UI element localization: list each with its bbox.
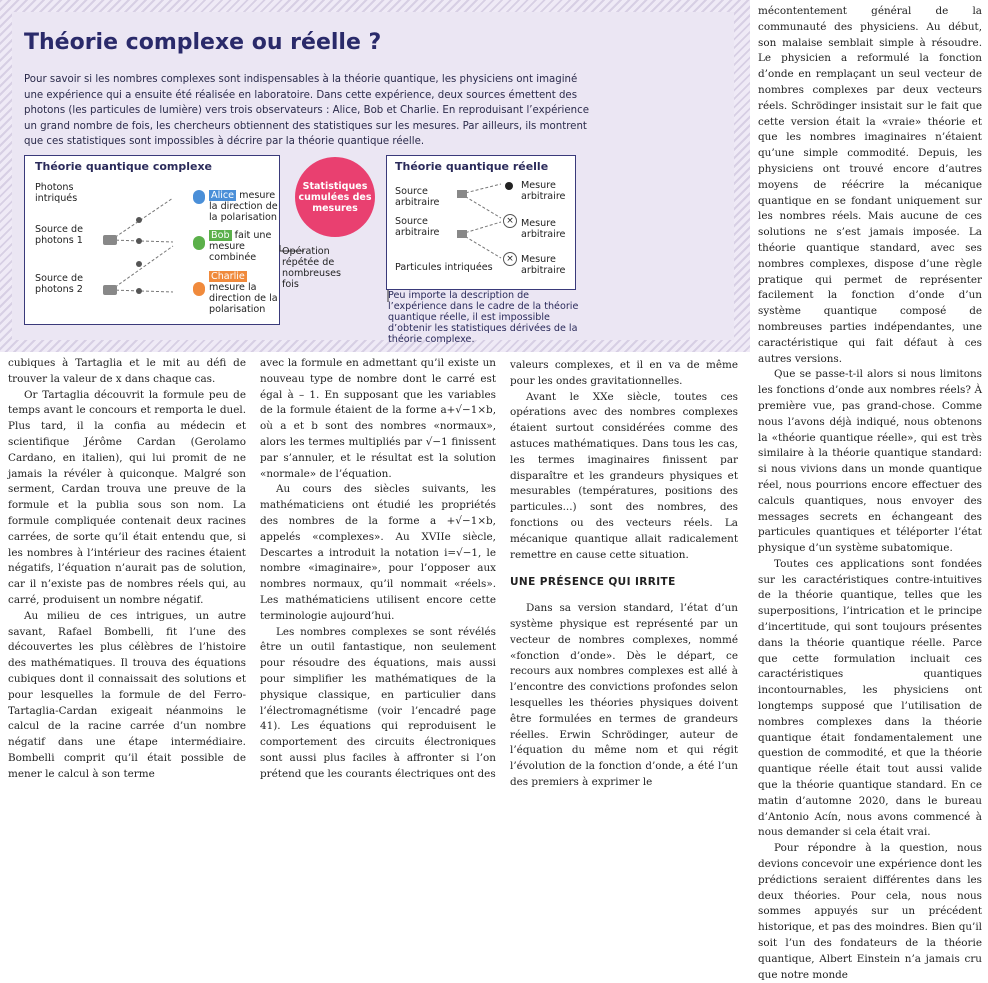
complex-theory-title: Théorie quantique complexe bbox=[35, 160, 213, 173]
paragraph: Au cours des siècles suivants, les mathématiciens ont étudié les propriétés des nombres de la forme a +√−1×b, appelés «complexes». Au XVIIe siècle, Descartes a introduit la notation i=√−1, le nombre «imaginaire», pour l’opposer aux nombres normaux, qu’il nommait «réels». Les mathématiciens utilisent encore cette terminologie aujourd’hui. bbox=[260, 483, 496, 622]
alice-label bbox=[209, 190, 279, 223]
paragraph: Au milieu de ces intrigues, un autre savant, Rafael Bombelli, fit l’une des découvertes les plus célèbres de l’histoire des mathématiques. Il trouva des équations cubiques dont il connaissait des solutions et pour lesquelles la formule de del Ferro-Tartaglia-Cardan exigeait néanmoins le calcul de la racine carrée d’un nombre négatif dans une étape intermédiaire. Bombelli comprit qu’il était possible de mener le calcul à son terme bbox=[8, 609, 246, 780]
measure-3-label: Mesure arbitraire bbox=[521, 254, 566, 276]
photons-label: Photons intriqués bbox=[35, 182, 78, 204]
bob-avatar-icon bbox=[193, 236, 205, 250]
real-theory-diagram bbox=[457, 178, 507, 268]
measure-cross-icon: × bbox=[503, 214, 517, 228]
real-theory-panel bbox=[386, 155, 576, 290]
box-title: Théorie complexe ou réelle ? bbox=[24, 30, 382, 55]
box-intro-text: Pour savoir si les nombres complexes sont indispensables à la théorie quantique, les physiciens ont imaginé une expérience qui a ensuite été réalisée en laboratoire. Dans cette expérience, deux sources émettent des photons (les particules de lumière) vers trois observateurs : Alice, Bob et Charlie. En reproduisant l’expérience un grand nombre de fois, les chercheurs obtiennent des statistiques sur les mesures. Par ailleurs, ils montrent que ces statistiques sont impossibles à décrire par la théorie quantique réelle. bbox=[24, 74, 589, 147]
source-b-label: Source arbitraire bbox=[395, 216, 440, 238]
source-a-label: Source arbitraire bbox=[395, 186, 440, 208]
charlie-avatar-icon bbox=[193, 282, 205, 296]
measure-1-label: Mesure arbitraire bbox=[521, 180, 566, 202]
text-column-2 bbox=[260, 356, 496, 783]
source1-label: Source de photons 1 bbox=[35, 224, 83, 246]
text-column-1 bbox=[8, 356, 246, 783]
statistics-label: Statistiques cumulées des mesures bbox=[298, 180, 372, 214]
figure-caption: Peu importe la description de l’expérience dans le cadre de la théorie quantique réelle, il est impossible d’obtenir les statistiques dérivées de la théorie complexe. bbox=[388, 290, 579, 345]
paragraph: valeurs complexes, et il en va de même pour les ondes gravitationnelles. bbox=[510, 359, 738, 387]
statistics-bubble bbox=[295, 157, 375, 237]
measure-dot-icon bbox=[505, 182, 513, 190]
bob-label bbox=[209, 230, 279, 263]
paragraph: avec la formule en admettant qu’il existe un nouveau type de nombre dont le carré est égal à – 1. En supposant que les variables de la formule étaient de la forme a+√−1×b, où a et b sont des nombres «normaux», alors les termes multipliés par √−1 finissent par s’annuler, et le résultat est la solution «normale» de l’équation. bbox=[260, 357, 496, 480]
photon-paths-diagram bbox=[103, 184, 199, 316]
paragraph: mécontentement général de la communauté des physiciens. Au début, son malaise semblait simple à résoudre. Le physicien a reformulé la fonction d’onde en remplaçant un seul vecteur de nombres complexes par deux vecteurs réels. Schrödinger insistait sur le fait que cette version était la «vraie» théorie et que les nombres imaginaires n’étaient qu’une simple commodité. Depuis, les physiciens ont trouvé encore d’autres moyens de réécrire la mécanique quantique en se fondant uniquement sur les nombres réels. Mais aucune de ces solutions ne s’est jamais imposée. La théorie quantique standard, avec ses nombres complexes, dispose d’une règle pratique qui permet de représenter facilement la fonction d’onde d’un système quantique composé de nombreuses parties indépendantes, une caractéristique qui fait défaut à ces autres versions. bbox=[758, 5, 982, 365]
charlie-label bbox=[209, 271, 279, 315]
complex-theory-panel bbox=[24, 155, 280, 325]
particles-label: Particules intriquées bbox=[395, 262, 493, 273]
paragraph: Les nombres complexes se sont révélés être un outil fantastique, non seulement pour résoudre des équations, mais aussi pour simplifier les mathématiques de la physique classique, en particulier dans l’électromagnétisme (voir l’encadré page 41). Les équations qui reproduisent le comportement des circuits électroniques sont aussi plus faciles à affronter si l’on prétend que les courants électriques ont des bbox=[260, 625, 496, 780]
real-theory-title: Théorie quantique réelle bbox=[395, 160, 549, 173]
operation-label: Opération répétée de nombreuses fois bbox=[282, 246, 342, 290]
box-intro bbox=[24, 72, 589, 150]
paragraph: cubiques à Tartaglia et le mit au défi de trouver la valeur de x dans chaque cas. bbox=[8, 357, 246, 385]
charlie-text: mesure la direction de la polarisation bbox=[209, 282, 278, 315]
alice-name: Alice bbox=[211, 190, 235, 201]
text-column-4 bbox=[758, 4, 982, 983]
paragraph: Toutes ces applications sont fondées sur les caractéristiques contre-intuitives de la théorie quantique, telles que les superpositions, l’intrication et le principe d’incertitude, qui sont toujours présentes dans la théorie quantique réelle. Parce que cette formulation incluait ces caractéristiques quantiques incontournables, les physiciens ont longtemps supposé que l’utilisation de nombres complexes dans la théorie quantique était fondamentalement une question de commodité, et que la théorie quantique réelle était tout aussi valide que la théorie quantique standard. En ce matin d’automne 2020, dans le bureau d’Antonio Acín, nous avons commencé à nous demander si cela était vrai. bbox=[758, 557, 982, 839]
paragraph: Que se passe-t-il alors si nous limitons les fonctions d’onde aux nombres réels? À première vue, pas grand-chose. Comme nous l’avons déjà indiqué, nous obtenons la «théorie quantique réelle», qui est très similaire à la théorie quantique standard: si nous vivions dans un monde quantique réel, nous pourrions encore effectuer des calculs quantiques, nous envoyer des messages secrets en échangeant des particules quantiques et téléporter l’état physique d’un système subatomique. bbox=[758, 368, 982, 555]
bob-name: Bob bbox=[211, 230, 230, 241]
section-heading: UNE PRÉSENCE QUI IRRITE bbox=[510, 576, 676, 589]
measure-cross-icon: × bbox=[503, 252, 517, 266]
sidebar-box-frame bbox=[0, 0, 750, 352]
paragraph: Dans sa version standard, l’état d’un système physique est représenté par un vecteur de nombres complexes, nommé «fonction d’onde». Dès le départ, ce recours aux nombres complexes est allé à l’encontre des convictions profondes selon lesquelles les théories physiques doivent être formulées en termes de grandeurs réelles. Erwin Schrödinger, auteur de l’équation du même nom et qui régit l’évolution de la fonction d’onde, a été l’un des premiers à exprimer le bbox=[510, 602, 738, 788]
paragraph: Or Tartaglia découvrit la formule peu de temps avant le concours et remporta le duel. Plus tard, il la confia au médecin et scientifique Jérôme Cardan (Gerolamo Cardano, en italien), qui lui promit de ne jamais la révéler à quiconque. Malgré son serment, Cardan trouva une preuve de la formule et la publia sous son nom. La formule compliquée contenait deux racines carrées, de sorte qu’il était entendu que, si les nombres à l’intérieur des racines étaient négatifs, l’équation n’aurait pas de solution, car il n’existe pas de nombres réels qui, au carré, produisent un nombre négatif. bbox=[8, 388, 246, 606]
text-column-3 bbox=[510, 358, 738, 791]
bob-text: fait une mesure combinée bbox=[209, 230, 272, 263]
measure-2-label: Mesure arbitraire bbox=[521, 218, 566, 240]
alice-avatar-icon bbox=[193, 190, 205, 204]
paragraph: Pour répondre à la question, nous devions concevoir une expérience dont les prédictions seraient différentes dans les deux théories. Pour cela, nous nous sommes appuyés sur un précédent historique, et pas des moindres. Bien qu’il soit l’un des fondateurs de la théorie quantique, Albert Einstein n’a jamais cru que notre monde bbox=[758, 842, 982, 981]
charlie-name: Charlie bbox=[211, 271, 245, 282]
source2-label: Source de photons 2 bbox=[35, 273, 83, 295]
alice-text: mesure la direction de la polarisation bbox=[209, 190, 278, 223]
sidebar-box bbox=[12, 12, 734, 345]
paragraph: Avant le XXe siècle, toutes ces opérations avec des nombres complexes étaient surtout considérées comme des astuces mathématiques. Dans tous les cas, les termes imaginaires finissent par disparaître et les grandeurs physiques et mesurables (températures, positions des particules...) sont des nombres, des fonctions ou des vecteurs réels. La mécanique quantique allait radicalement remettre en cause cette situation. bbox=[510, 390, 738, 561]
